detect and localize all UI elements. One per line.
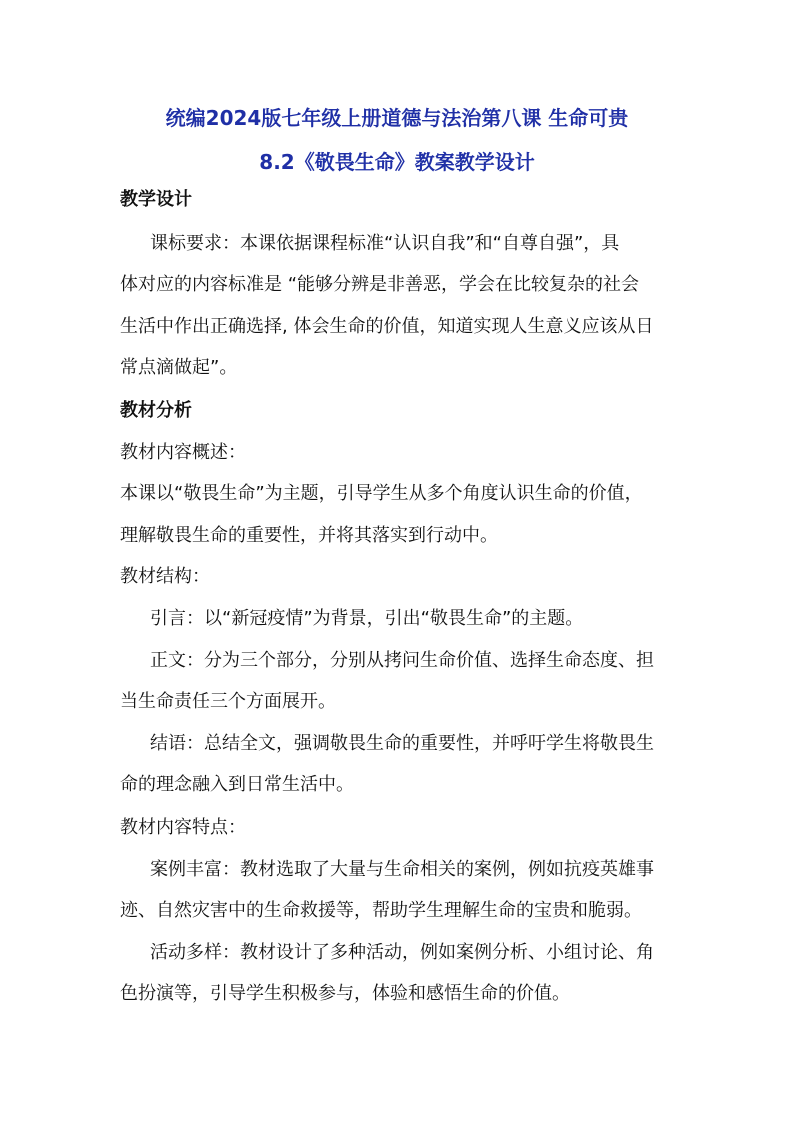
paragraph-line: 当生命责任三个方面展开。: [120, 691, 336, 712]
paragraph-line: 引言：以“新冠疫情”为背景，引出“敬畏生命”的主题。: [150, 608, 584, 629]
subheading-content-overview: 教材内容概述：: [120, 442, 246, 463]
document-title: 统编2024版七年级上册道德与法治第八课 生命可贵: [165, 106, 629, 130]
paragraph-line: 命的理念融入到日常生活中。: [120, 774, 354, 795]
paragraph-line: 本课以“敬畏生命”为主题，引导学生从多个角度认识生命的价值，: [120, 483, 643, 504]
paragraph-line: 案例丰富：教材选取了大量与生命相关的案例，例如抗疫英雄事: [150, 859, 654, 880]
paragraph-line: 常点滴做起”。: [120, 357, 238, 378]
paragraph-line: 课标要求：本课依据课程标准“认识自我”和“自尊自强”，具: [150, 233, 620, 254]
paragraph-line: 理解敬畏生命的重要性，并将其落实到行动中。: [120, 525, 498, 546]
paragraph-line: 生活中作出正确选择, 体会生命的价值，知道实现人生意义应该从日: [120, 316, 654, 337]
paragraph-line: 迹、自然灾害中的生命救援等，帮助学生理解生命的宝贵和脆弱。: [120, 900, 642, 921]
paragraph-line: 正文：分为三个部分，分别从拷问生命价值、选择生命态度、担: [150, 650, 654, 671]
section-heading-teaching-design: 教学设计: [120, 189, 192, 210]
document-subtitle: 8.2《敬畏生命》教案教学设计: [259, 150, 535, 174]
paragraph-line: 体对应的内容标准是 “能够分辨是非善恶，学会在比较复杂的社会: [120, 274, 640, 295]
subheading-textbook-structure: 教材结构：: [120, 566, 210, 587]
paragraph-line: 色扮演等，引导学生积极参与，体验和感悟生命的价值。: [120, 983, 570, 1004]
subheading-content-features: 教材内容特点：: [120, 817, 246, 838]
paragraph-line: 结语：总结全文，强调敬畏生命的重要性，并呼吁学生将敬畏生: [150, 733, 654, 754]
section-heading-textbook-analysis: 教材分析: [120, 400, 192, 421]
paragraph-line: 活动多样：教材设计了多种活动，例如案例分析、小组讨论、角: [150, 942, 654, 963]
